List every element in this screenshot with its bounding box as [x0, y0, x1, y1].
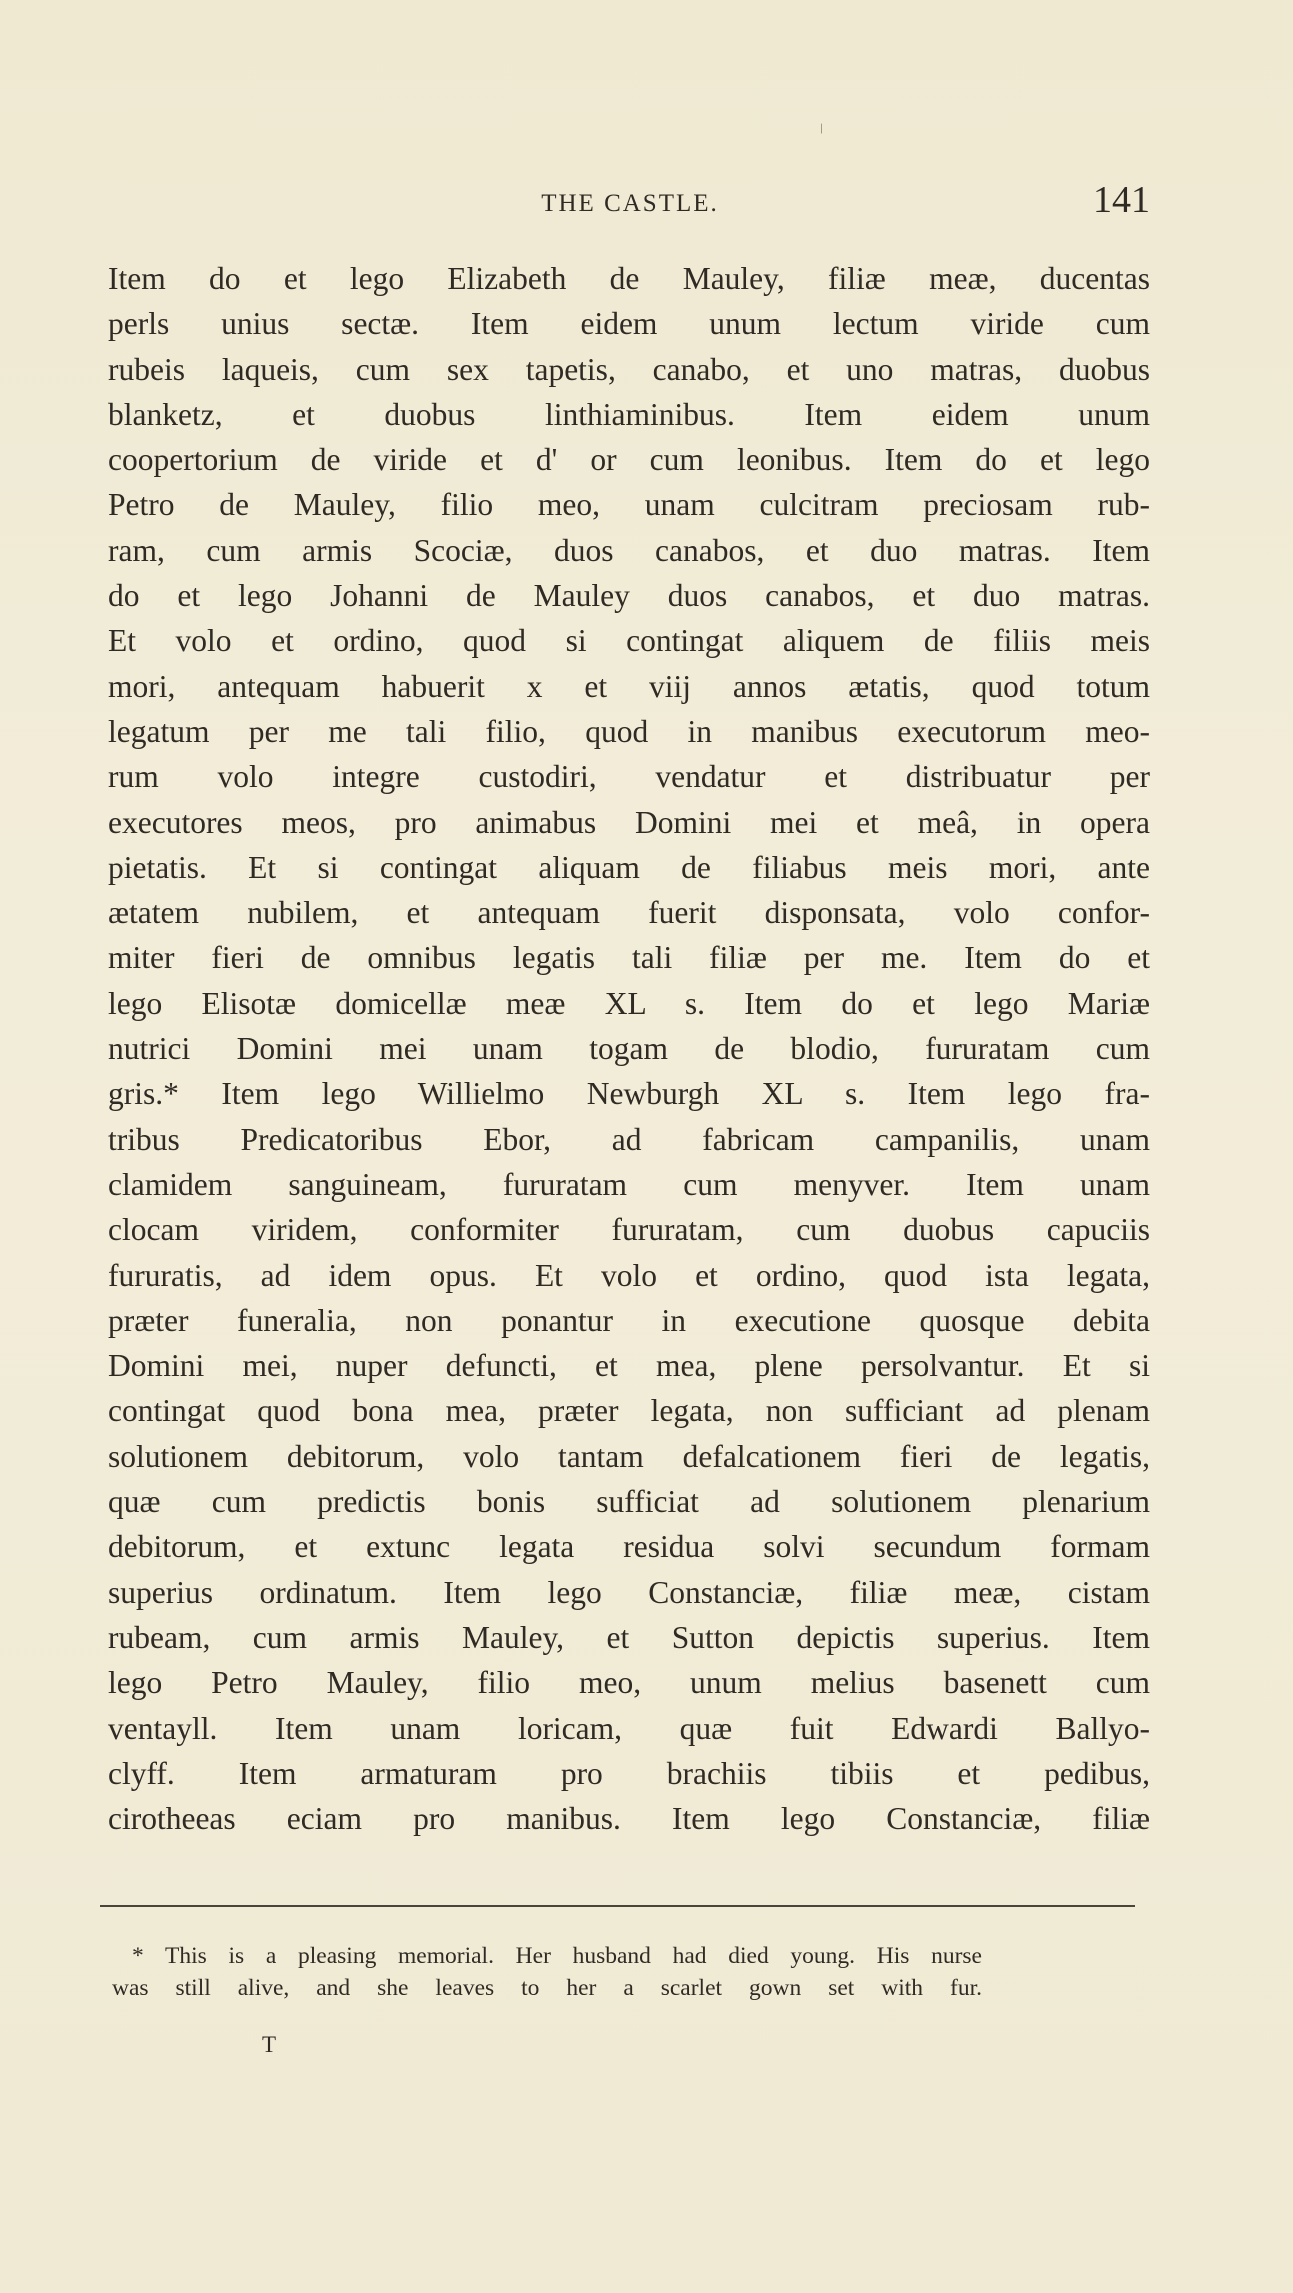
body-line: præter funeralia, non ponantur in executione quosque debita [108, 1302, 1150, 1338]
body-line: do et lego Johanni de Mauley duos canabos, et duo matras. [108, 578, 1150, 614]
body-line: gris.* Item lego Willielmo Newburgh XL s. Item lego fra- [108, 1076, 1150, 1112]
body-line: lego Elisotæ domicellæ meæ XL s. Item do et lego Mariæ [108, 985, 1150, 1021]
body-line: solutionem debitorum, volo tantam defalcationem fieri de legatis, [108, 1438, 1150, 1474]
body-line: cirotheeas eciam pro manibus. Item lego Constanciæ, filiæ [108, 1801, 1150, 1837]
body-line: fururatis, ad idem opus. Et volo et ordino, quod ista legata, [108, 1257, 1150, 1293]
body-line: contingat quod bona mea, præter legata, non sufficiant ad plenam [108, 1393, 1150, 1429]
body-line: legatum per me tali filio, quod in manibus executorum meo- [108, 713, 1150, 749]
body-line: ram, cum armis Scociæ, duos canabos, et duo matras. Item [108, 532, 1150, 568]
body-line: quæ cum predictis bonis sufficiat ad solutionem plenarium [108, 1484, 1150, 1520]
body-line: tribus Predicatoribus Ebor, ad fabricam campanilis, unam [108, 1121, 1150, 1157]
body-line: perls unius sectæ. Item eidem unum lectum viride cum [108, 306, 1150, 342]
body-line: nutrici Domini mei unam togam de blodio, fururatam cum [108, 1031, 1150, 1067]
page-number: 141 [1093, 179, 1150, 221]
body-line: blanketz, et duobus linthiaminibus. Item eidem unum [108, 396, 1150, 432]
page-header [110, 178, 1150, 226]
footnote [112, 1940, 982, 2004]
body-line: debitorum, et extunc legata residua solvi secundum formam [108, 1529, 1150, 1565]
body-line: clocam viridem, conformiter fururatam, cum duobus capuciis [108, 1212, 1150, 1248]
body-line: lego Petro Mauley, filio meo, unum melius basenett cum [108, 1665, 1150, 1701]
body-line: rubeam, cum armis Mauley, et Sutton depictis superius. Item [108, 1619, 1150, 1655]
body-line: Item do et lego Elizabeth de Mauley, filiæ meæ, ducentas [108, 261, 1150, 296]
footnote-line: was still alive, and she leaves to her a scarlet gown set with fur. [112, 1975, 982, 2001]
body-line: clamidem sanguineam, fururatam cum menyver. Item unam [108, 1166, 1150, 1202]
body-line: Domini mei, nuper defuncti, et mea, plene persolvantur. Et si [108, 1348, 1150, 1384]
body-line: coopertorium de viride et d' or cum leonibus. Item do et lego [108, 442, 1150, 478]
body-line: Petro de Mauley, filio meo, unam culcitram preciosam rub- [108, 487, 1150, 523]
footnote-line: * This is a pleasing memorial. Her husband had died young. His nurse [132, 1943, 982, 1969]
footnote-divider [100, 1905, 1135, 1907]
body-line: miter fieri de omnibus legatis tali filiæ per me. Item do et [108, 940, 1150, 976]
body-line: pietatis. Et si contingat aliquam de filiabus meis mori, ante [108, 849, 1150, 885]
body-line: ventayll. Item unam loricam, quæ fuit Edwardi Ballyo- [108, 1710, 1150, 1746]
pencil-mark: / [817, 121, 827, 138]
body-line: ætatem nubilem, et antequam fuerit disponsata, volo confor- [108, 895, 1150, 931]
body-line: Et volo et ordino, quod si contingat aliquem de filiis meis [108, 623, 1150, 659]
body-line: rum volo integre custodiri, vendatur et distribuatur per [108, 759, 1150, 795]
body-line: rubeis laqueis, cum sex tapetis, canabo, et uno matras, duobus [108, 351, 1150, 387]
running-title: THE CASTLE. [541, 190, 719, 217]
body-text [108, 256, 1150, 1841]
body-line: clyff. Item armaturam pro brachiis tibiis et pedibus, [108, 1755, 1150, 1791]
body-line: executores meos, pro animabus Domini mei et meâ, in opera [108, 804, 1150, 840]
body-line: superius ordinatum. Item lego Constanciæ, filiæ meæ, cistam [108, 1574, 1150, 1610]
body-line: mori, antequam habuerit x et viij annos ætatis, quod totum [108, 668, 1150, 704]
signature-mark: T [262, 2032, 277, 2057]
